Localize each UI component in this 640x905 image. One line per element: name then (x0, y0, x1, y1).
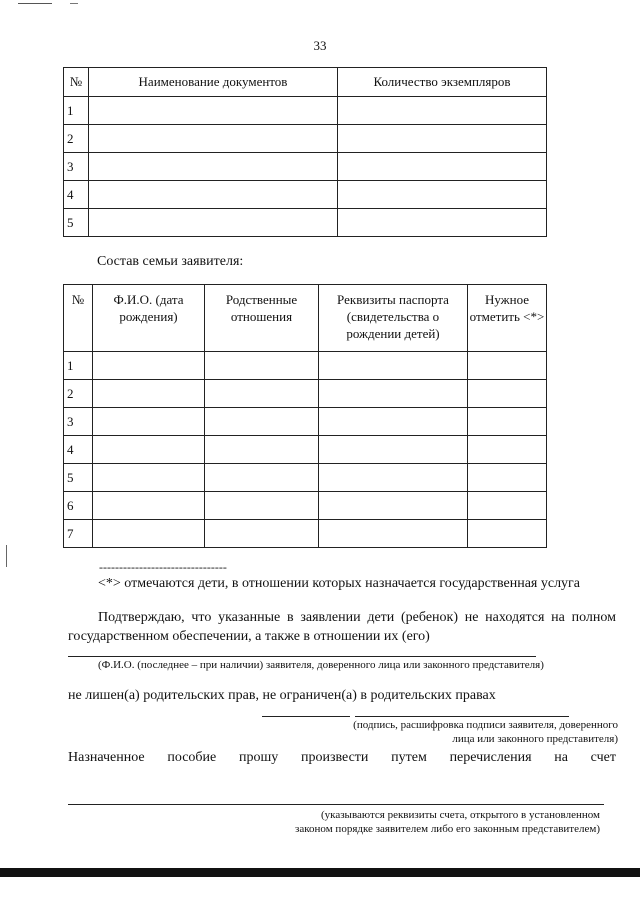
table-cell[interactable] (338, 125, 547, 153)
footnote-text: <*> отмечаются дети, в отношении которых назначается государственная услуга (98, 576, 581, 591)
scan-mark-top (18, 3, 52, 4)
scan-mark-top-small (70, 3, 78, 4)
family-table-body (64, 352, 547, 548)
table-cell[interactable] (205, 436, 319, 464)
table-row (64, 181, 547, 209)
account-caption-line2: законом порядке заявителем либо его законным представителем) (295, 823, 600, 835)
account-underline (68, 804, 604, 805)
header-copies-count: Количество экземпляров (338, 68, 547, 97)
signature-caption (288, 718, 618, 746)
signature-caption-line1: (подпись, расшифровка подписи заявителя, доверенного (353, 719, 618, 731)
row-number: 1 (64, 97, 89, 125)
table-cell[interactable] (205, 520, 319, 548)
table-cell[interactable] (93, 520, 205, 548)
table-row (64, 380, 547, 408)
table-cell[interactable] (205, 352, 319, 380)
footnote-separator: -------------------------------- (99, 560, 227, 574)
row-number: 5 (64, 209, 89, 237)
table-cell[interactable] (319, 380, 468, 408)
documents-table-body (64, 97, 547, 237)
header-full-name: Ф.И.О. (дата рождения) (93, 285, 205, 352)
fio-caption: (Ф.И.О. (последнее – при наличии) заявителя, доверенного лица или законного представителя) (98, 659, 544, 671)
header-document-name: Наименование документов (89, 68, 338, 97)
page-number: 33 (313, 38, 327, 53)
table-cell[interactable] (93, 380, 205, 408)
table-row (64, 520, 547, 548)
documents-table-header (64, 68, 547, 97)
row-number: 3 (64, 408, 93, 436)
fio-underline (68, 656, 536, 657)
table-cell[interactable] (205, 492, 319, 520)
scan-bottom-bar (0, 868, 640, 877)
header-number: № (64, 285, 93, 352)
family-table (63, 284, 547, 548)
table-row (64, 436, 547, 464)
table-cell[interactable] (319, 492, 468, 520)
header-number: № (64, 68, 89, 97)
payment-text: Назначенное пособие прошу произвести путем перечисления на счет (68, 750, 616, 765)
table-cell[interactable] (319, 436, 468, 464)
table-cell[interactable] (93, 352, 205, 380)
table-cell[interactable] (468, 408, 547, 436)
table-row (64, 352, 547, 380)
table-cell[interactable] (319, 352, 468, 380)
table-cell[interactable] (93, 436, 205, 464)
table-cell[interactable] (338, 97, 547, 125)
table-cell[interactable] (93, 408, 205, 436)
table-cell[interactable] (468, 520, 547, 548)
table-cell[interactable] (338, 209, 547, 237)
table-cell[interactable] (338, 181, 547, 209)
documents-table (63, 67, 547, 237)
family-table-header (64, 285, 547, 352)
header-relationship: Родственные отношения (205, 285, 319, 352)
signature-underline (262, 716, 350, 717)
table-cell[interactable] (89, 125, 338, 153)
row-number: 5 (64, 464, 93, 492)
account-caption-line1: (указываются реквизиты счета, открытого в установленном (320, 809, 600, 821)
table-cell[interactable] (468, 464, 547, 492)
row-number: 7 (64, 520, 93, 548)
row-number: 4 (64, 436, 93, 464)
table-cell[interactable] (89, 181, 338, 209)
signature-caption-line2: лица или законного представителя) (452, 733, 618, 745)
header-mark-needed: Нужное отметить <*> (468, 285, 547, 352)
table-cell[interactable] (205, 408, 319, 436)
table-cell[interactable] (89, 209, 338, 237)
table-cell[interactable] (205, 380, 319, 408)
table-row (64, 492, 547, 520)
row-number: 4 (64, 181, 89, 209)
table-cell[interactable] (93, 492, 205, 520)
row-number: 6 (64, 492, 93, 520)
row-number: 2 (64, 380, 93, 408)
scan-mark-left (6, 545, 7, 567)
table-row (64, 408, 547, 436)
confirmation-text: Подтверждаю, что указанные в заявлении дети (ребенок) не находятся на полном государственном обеспечении, а также в отношении их (его) (68, 610, 616, 644)
row-number: 2 (64, 125, 89, 153)
account-caption (240, 808, 600, 836)
table-row (64, 209, 547, 237)
table-row (64, 153, 547, 181)
table-cell[interactable] (319, 464, 468, 492)
table-cell[interactable] (468, 380, 547, 408)
row-number: 3 (64, 153, 89, 181)
parental-rights-text: не лишен(а) родительских прав, не ограничен(а) в родительских правах (68, 688, 496, 703)
table-cell[interactable] (205, 464, 319, 492)
row-number: 1 (64, 352, 93, 380)
header-passport-details: Реквизиты паспорта (свидетельства о рождении детей) (319, 285, 468, 352)
table-cell[interactable] (93, 464, 205, 492)
table-cell[interactable] (468, 492, 547, 520)
table-cell[interactable] (89, 97, 338, 125)
table-row (64, 125, 547, 153)
table-row (64, 97, 547, 125)
table-cell[interactable] (468, 436, 547, 464)
family-section-title: Состав семьи заявителя: (97, 254, 244, 269)
table-row (64, 464, 547, 492)
signature-decoding-underline (355, 716, 569, 717)
table-cell[interactable] (338, 153, 547, 181)
table-cell[interactable] (319, 408, 468, 436)
table-cell[interactable] (468, 352, 547, 380)
table-cell[interactable] (89, 153, 338, 181)
table-cell[interactable] (319, 520, 468, 548)
